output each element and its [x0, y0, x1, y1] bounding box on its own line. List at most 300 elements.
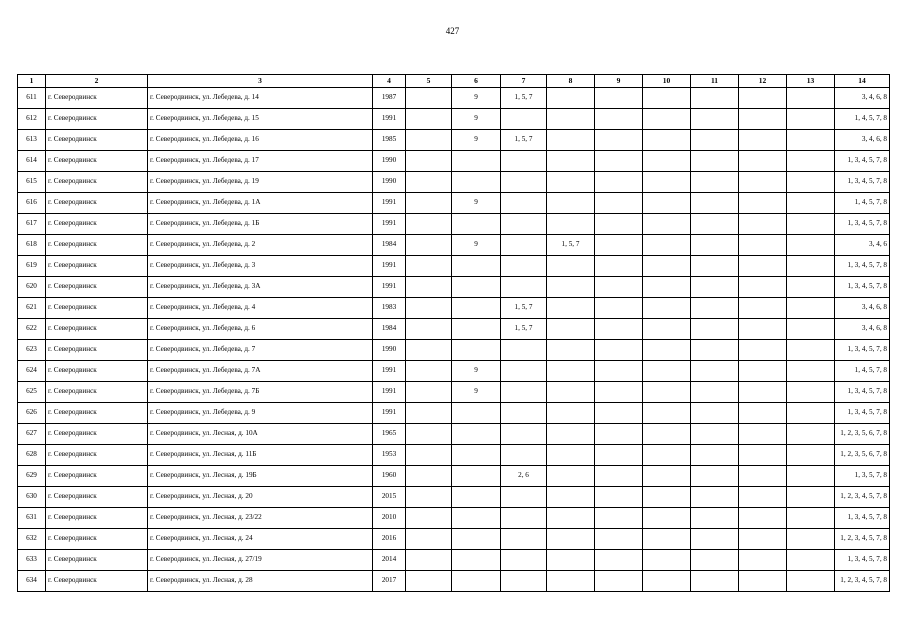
table-cell-col-10: [643, 424, 691, 445]
table-cell-col-9: [595, 151, 643, 172]
table-row: [18, 382, 890, 403]
table-cell-col-9: [595, 214, 643, 235]
table-cell-col-9: [595, 403, 643, 424]
table-cell-col-8: [547, 508, 595, 529]
table-cell-col-11: [691, 487, 739, 508]
table-cell-col-12: [739, 550, 787, 571]
table-cell-col-14: 1, 2, 3, 4, 5, 7, 8: [835, 571, 890, 592]
table-cell-col-3: г. Северодвинск, ул. Лебедева, д. 1Б: [148, 214, 373, 235]
table-cell-col-11: [691, 571, 739, 592]
table-cell-col-13: [787, 172, 835, 193]
table-cell-col-3: г. Северодвинск, ул. Лебедева, д. 3А: [148, 277, 373, 298]
table-cell-col-12: [739, 382, 787, 403]
table-cell-col-4: 1991: [373, 193, 406, 214]
table-cell-col-11: [691, 508, 739, 529]
table-cell-col-11: [691, 235, 739, 256]
table-cell-col-5: [406, 424, 452, 445]
table-cell-col-10: [643, 466, 691, 487]
table-cell-col-7: [501, 571, 547, 592]
column-header-8: 8: [547, 75, 595, 88]
table-cell-col-4: 2010: [373, 508, 406, 529]
table-cell-col-5: [406, 172, 452, 193]
table-cell-col-3: г. Северодвинск, ул. Лесная, д. 11Б: [148, 445, 373, 466]
table-cell-col-1: 624: [18, 361, 46, 382]
table-cell-col-4: 1990: [373, 151, 406, 172]
table-cell-col-9: [595, 88, 643, 109]
table-body: [18, 88, 890, 592]
table-cell-col-9: [595, 277, 643, 298]
table-row: [18, 298, 890, 319]
table-cell-col-10: [643, 193, 691, 214]
table-cell-col-10: [643, 340, 691, 361]
table-cell-col-5: [406, 571, 452, 592]
table-cell-col-8: [547, 130, 595, 151]
table-cell-col-6: [452, 508, 501, 529]
table-cell-col-13: [787, 130, 835, 151]
table-cell-col-5: [406, 466, 452, 487]
table-row: [18, 172, 890, 193]
table-cell-col-4: 1965: [373, 424, 406, 445]
table-cell-col-10: [643, 529, 691, 550]
table-cell-col-11: [691, 298, 739, 319]
table-cell-col-1: 622: [18, 319, 46, 340]
table-cell-col-5: [406, 382, 452, 403]
table-row: [18, 466, 890, 487]
table-cell-col-10: [643, 319, 691, 340]
table-cell-col-7: [501, 382, 547, 403]
table-cell-col-1: 626: [18, 403, 46, 424]
table-cell-col-4: 2016: [373, 529, 406, 550]
table-cell-col-2: г. Северодвинск: [46, 151, 148, 172]
table-cell-col-14: 1, 3, 4, 5, 7, 8: [835, 340, 890, 361]
table-cell-col-3: г. Северодвинск, ул. Лебедева, д. 9: [148, 403, 373, 424]
table-cell-col-2: г. Северодвинск: [46, 130, 148, 151]
table-cell-col-1: 613: [18, 130, 46, 151]
table-cell-col-7: 1, 5, 7: [501, 88, 547, 109]
table-cell-col-1: 623: [18, 340, 46, 361]
table-cell-col-10: [643, 550, 691, 571]
table-row: [18, 508, 890, 529]
table-row: [18, 403, 890, 424]
table-cell-col-7: [501, 361, 547, 382]
table-cell-col-8: [547, 340, 595, 361]
table-cell-col-13: [787, 424, 835, 445]
table-cell-col-13: [787, 88, 835, 109]
table-cell-col-12: [739, 529, 787, 550]
table-cell-col-12: [739, 88, 787, 109]
table-cell-col-5: [406, 109, 452, 130]
table-cell-col-3: г. Северодвинск, ул. Лебедева, д. 1А: [148, 193, 373, 214]
table-cell-col-2: г. Северодвинск: [46, 445, 148, 466]
table-cell-col-10: [643, 403, 691, 424]
table-cell-col-8: [547, 382, 595, 403]
table-cell-col-2: г. Северодвинск: [46, 529, 148, 550]
table-cell-col-7: [501, 109, 547, 130]
table-cell-col-13: [787, 466, 835, 487]
table-cell-col-9: [595, 571, 643, 592]
housing-register-table: [17, 74, 890, 592]
table-cell-col-2: г. Северодвинск: [46, 172, 148, 193]
table-cell-col-14: 3, 4, 6, 8: [835, 298, 890, 319]
table-cell-col-3: г. Северодвинск, ул. Лесная, д. 10А: [148, 424, 373, 445]
table-cell-col-8: [547, 151, 595, 172]
table-cell-col-14: 3, 4, 6, 8: [835, 319, 890, 340]
table-row: [18, 235, 890, 256]
table-cell-col-12: [739, 235, 787, 256]
table-cell-col-8: [547, 424, 595, 445]
column-header-13: 13: [787, 75, 835, 88]
table-cell-col-9: [595, 424, 643, 445]
table-cell-col-13: [787, 403, 835, 424]
table-cell-col-10: [643, 151, 691, 172]
table-cell-col-4: 1983: [373, 298, 406, 319]
table-cell-col-6: [452, 277, 501, 298]
table-cell-col-3: г. Северодвинск, ул. Лесная, д. 20: [148, 487, 373, 508]
table-cell-col-8: [547, 172, 595, 193]
table-cell-col-6: [452, 298, 501, 319]
table-cell-col-1: 617: [18, 214, 46, 235]
table-row: [18, 445, 890, 466]
table-cell-col-14: 1, 4, 5, 7, 8: [835, 109, 890, 130]
table-cell-col-3: г. Северодвинск, ул. Лебедева, д. 16: [148, 130, 373, 151]
table-cell-col-6: 9: [452, 235, 501, 256]
table-cell-col-7: [501, 172, 547, 193]
table-cell-col-6: [452, 214, 501, 235]
table-cell-col-6: 9: [452, 109, 501, 130]
table-row: [18, 151, 890, 172]
table-cell-col-13: [787, 277, 835, 298]
table-row: [18, 277, 890, 298]
table-cell-col-11: [691, 172, 739, 193]
table-cell-col-5: [406, 550, 452, 571]
table-cell-col-1: 628: [18, 445, 46, 466]
table-cell-col-14: 1, 2, 3, 5, 6, 7, 8: [835, 445, 890, 466]
table-cell-col-3: г. Северодвинск, ул. Лебедева, д. 7: [148, 340, 373, 361]
table-row: [18, 424, 890, 445]
table-cell-col-8: 1, 5, 7: [547, 235, 595, 256]
table-cell-col-7: [501, 403, 547, 424]
table-cell-col-2: г. Северодвинск: [46, 235, 148, 256]
table-cell-col-5: [406, 235, 452, 256]
table-cell-col-2: г. Северодвинск: [46, 466, 148, 487]
table-cell-col-4: 2015: [373, 487, 406, 508]
table-cell-col-1: 618: [18, 235, 46, 256]
table-cell-col-4: 1991: [373, 109, 406, 130]
table-cell-col-13: [787, 571, 835, 592]
table-cell-col-3: г. Северодвинск, ул. Лесная, д. 28: [148, 571, 373, 592]
table-cell-col-13: [787, 550, 835, 571]
table-cell-col-6: 9: [452, 88, 501, 109]
table-cell-col-1: 620: [18, 277, 46, 298]
table-cell-col-6: [452, 487, 501, 508]
table-cell-col-2: г. Северодвинск: [46, 487, 148, 508]
table-cell-col-2: г. Северодвинск: [46, 403, 148, 424]
table-cell-col-2: г. Северодвинск: [46, 382, 148, 403]
table-cell-col-13: [787, 382, 835, 403]
table-cell-col-6: [452, 172, 501, 193]
table-cell-col-3: г. Северодвинск, ул. Лебедева, д. 4: [148, 298, 373, 319]
table-cell-col-13: [787, 214, 835, 235]
table-cell-col-12: [739, 298, 787, 319]
table-cell-col-10: [643, 571, 691, 592]
table-cell-col-8: [547, 256, 595, 277]
table-cell-col-9: [595, 130, 643, 151]
table-cell-col-8: [547, 193, 595, 214]
table-cell-col-12: [739, 130, 787, 151]
table-cell-col-11: [691, 214, 739, 235]
table-cell-col-5: [406, 277, 452, 298]
table-cell-col-11: [691, 340, 739, 361]
table-row: [18, 88, 890, 109]
table-cell-col-5: [406, 508, 452, 529]
column-header-11: 11: [691, 75, 739, 88]
table-cell-col-14: 1, 3, 5, 7, 8: [835, 466, 890, 487]
table-cell-col-14: 1, 2, 3, 5, 6, 7, 8: [835, 424, 890, 445]
table-cell-col-4: 1990: [373, 340, 406, 361]
table-cell-col-13: [787, 445, 835, 466]
table-cell-col-10: [643, 130, 691, 151]
table-cell-col-9: [595, 340, 643, 361]
table-cell-col-14: 1, 3, 4, 5, 7, 8: [835, 214, 890, 235]
column-header-5: 5: [406, 75, 452, 88]
table-cell-col-4: 1960: [373, 466, 406, 487]
column-header-2: 2: [46, 75, 148, 88]
table-cell-col-3: г. Северодвинск, ул. Лесная, д. 23/22: [148, 508, 373, 529]
table-cell-col-8: [547, 319, 595, 340]
table-cell-col-12: [739, 277, 787, 298]
table-cell-col-9: [595, 193, 643, 214]
table-cell-col-8: [547, 88, 595, 109]
table-cell-col-1: 611: [18, 88, 46, 109]
table-cell-col-9: [595, 172, 643, 193]
column-header-14: 14: [835, 75, 890, 88]
table-cell-col-4: 1991: [373, 382, 406, 403]
table-cell-col-11: [691, 529, 739, 550]
table-cell-col-9: [595, 298, 643, 319]
table-cell-col-8: [547, 403, 595, 424]
table-cell-col-14: 1, 3, 4, 5, 7, 8: [835, 403, 890, 424]
table-cell-col-4: 2017: [373, 571, 406, 592]
table-row: [18, 529, 890, 550]
table-cell-col-12: [739, 424, 787, 445]
table-cell-col-14: 1, 3, 4, 5, 7, 8: [835, 550, 890, 571]
table-cell-col-4: 1987: [373, 88, 406, 109]
column-header-9: 9: [595, 75, 643, 88]
table-cell-col-11: [691, 319, 739, 340]
table-cell-col-4: 1991: [373, 256, 406, 277]
table-cell-col-8: [547, 109, 595, 130]
table-cell-col-1: 631: [18, 508, 46, 529]
table-cell-col-13: [787, 508, 835, 529]
table-cell-col-10: [643, 214, 691, 235]
table-cell-col-5: [406, 445, 452, 466]
table-cell-col-5: [406, 88, 452, 109]
table-cell-col-12: [739, 214, 787, 235]
table-cell-col-4: 1953: [373, 445, 406, 466]
table-cell-col-11: [691, 424, 739, 445]
table-cell-col-11: [691, 361, 739, 382]
table-cell-col-1: 629: [18, 466, 46, 487]
table-cell-col-6: [452, 403, 501, 424]
table-cell-col-4: 1991: [373, 214, 406, 235]
table-cell-col-1: 625: [18, 382, 46, 403]
table-row: [18, 256, 890, 277]
table-cell-col-1: 621: [18, 298, 46, 319]
table-cell-col-9: [595, 466, 643, 487]
header-row: [18, 75, 890, 88]
table-cell-col-6: 9: [452, 130, 501, 151]
table-cell-col-1: 633: [18, 550, 46, 571]
table-cell-col-6: [452, 571, 501, 592]
table-cell-col-3: г. Северодвинск, ул. Лесная, д. 19Б: [148, 466, 373, 487]
table-cell-col-4: 1984: [373, 235, 406, 256]
table-cell-col-11: [691, 256, 739, 277]
table-cell-col-11: [691, 193, 739, 214]
table-row: [18, 109, 890, 130]
table-cell-col-10: [643, 298, 691, 319]
table-cell-col-2: г. Северодвинск: [46, 193, 148, 214]
column-header-7: 7: [501, 75, 547, 88]
table-cell-col-7: [501, 193, 547, 214]
table-cell-col-7: [501, 151, 547, 172]
table-cell-col-14: 1, 2, 3, 4, 5, 7, 8: [835, 487, 890, 508]
table-cell-col-9: [595, 529, 643, 550]
table-cell-col-1: 632: [18, 529, 46, 550]
table-cell-col-9: [595, 361, 643, 382]
column-header-4: 4: [373, 75, 406, 88]
table-cell-col-12: [739, 256, 787, 277]
table-cell-col-13: [787, 298, 835, 319]
table-row: [18, 130, 890, 151]
table-cell-col-9: [595, 487, 643, 508]
table-cell-col-3: г. Северодвинск, ул. Лебедева, д. 17: [148, 151, 373, 172]
table-cell-col-10: [643, 445, 691, 466]
table-cell-col-4: 1990: [373, 172, 406, 193]
table-cell-col-6: 9: [452, 193, 501, 214]
table-cell-col-10: [643, 361, 691, 382]
table-cell-col-11: [691, 130, 739, 151]
table-cell-col-3: г. Северодвинск, ул. Лебедева, д. 7А: [148, 361, 373, 382]
table-cell-col-3: г. Северодвинск, ул. Лебедева, д. 6: [148, 319, 373, 340]
table-cell-col-12: [739, 361, 787, 382]
table-cell-col-6: [452, 151, 501, 172]
table-cell-col-1: 616: [18, 193, 46, 214]
table-cell-col-13: [787, 319, 835, 340]
table-row: [18, 319, 890, 340]
table-cell-col-10: [643, 508, 691, 529]
table-cell-col-6: [452, 319, 501, 340]
table-cell-col-10: [643, 88, 691, 109]
table-cell-col-11: [691, 151, 739, 172]
table-cell-col-7: [501, 214, 547, 235]
table-cell-col-8: [547, 361, 595, 382]
table-cell-col-9: [595, 319, 643, 340]
table-cell-col-9: [595, 445, 643, 466]
table-cell-col-10: [643, 487, 691, 508]
table-cell-col-2: г. Северодвинск: [46, 508, 148, 529]
table-cell-col-11: [691, 445, 739, 466]
table-cell-col-2: г. Северодвинск: [46, 424, 148, 445]
column-header-6: 6: [452, 75, 501, 88]
table-cell-col-12: [739, 151, 787, 172]
table-cell-col-7: 2, 6: [501, 466, 547, 487]
table-cell-col-13: [787, 193, 835, 214]
table-cell-col-2: г. Северодвинск: [46, 571, 148, 592]
table-cell-col-6: [452, 256, 501, 277]
table-cell-col-13: [787, 109, 835, 130]
table-cell-col-2: г. Северодвинск: [46, 361, 148, 382]
table-cell-col-10: [643, 109, 691, 130]
table-cell-col-9: [595, 109, 643, 130]
table-cell-col-14: 1, 4, 5, 7, 8: [835, 193, 890, 214]
table-cell-col-10: [643, 277, 691, 298]
table-cell-col-8: [547, 214, 595, 235]
table-cell-col-9: [595, 256, 643, 277]
table-cell-col-5: [406, 214, 452, 235]
table-cell-col-5: [406, 298, 452, 319]
table-cell-col-8: [547, 277, 595, 298]
table-cell-col-10: [643, 382, 691, 403]
table-cell-col-12: [739, 403, 787, 424]
table-cell-col-11: [691, 277, 739, 298]
table-cell-col-6: [452, 445, 501, 466]
table-cell-col-14: 1, 3, 4, 5, 7, 8: [835, 277, 890, 298]
table-cell-col-12: [739, 508, 787, 529]
table-cell-col-13: [787, 487, 835, 508]
page-number: 427: [445, 26, 460, 36]
table-row: [18, 214, 890, 235]
table-cell-col-13: [787, 361, 835, 382]
table-cell-col-2: г. Северодвинск: [46, 550, 148, 571]
table-cell-col-12: [739, 466, 787, 487]
table-cell-col-10: [643, 235, 691, 256]
table-cell-col-14: 3, 4, 6: [835, 235, 890, 256]
table-cell-col-13: [787, 529, 835, 550]
table-cell-col-9: [595, 382, 643, 403]
table-cell-col-10: [643, 172, 691, 193]
table-cell-col-7: [501, 424, 547, 445]
table-cell-col-12: [739, 487, 787, 508]
table-cell-col-6: [452, 340, 501, 361]
table-cell-col-4: 1991: [373, 403, 406, 424]
table-cell-col-11: [691, 403, 739, 424]
table-cell-col-5: [406, 256, 452, 277]
table-cell-col-11: [691, 109, 739, 130]
table-cell-col-1: 627: [18, 424, 46, 445]
table-cell-col-14: 3, 4, 6, 8: [835, 88, 890, 109]
table-row: [18, 361, 890, 382]
table-cell-col-10: [643, 256, 691, 277]
table-cell-col-9: [595, 508, 643, 529]
table-cell-col-3: г. Северодвинск, ул. Лебедева, д. 19: [148, 172, 373, 193]
table-cell-col-7: [501, 508, 547, 529]
table-cell-col-12: [739, 319, 787, 340]
table-cell-col-8: [547, 298, 595, 319]
table-row: [18, 571, 890, 592]
table-cell-col-14: 1, 3, 4, 5, 7, 8: [835, 382, 890, 403]
table-cell-col-7: [501, 445, 547, 466]
table-cell-col-2: г. Северодвинск: [46, 277, 148, 298]
table-cell-col-8: [547, 529, 595, 550]
table-cell-col-7: [501, 256, 547, 277]
table-cell-col-4: 1984: [373, 319, 406, 340]
table-cell-col-4: 1985: [373, 130, 406, 151]
table-cell-col-2: г. Северодвинск: [46, 109, 148, 130]
table-cell-col-1: 615: [18, 172, 46, 193]
table-cell-col-7: [501, 487, 547, 508]
table-cell-col-3: г. Северодвинск, ул. Лебедева, д. 7Б: [148, 382, 373, 403]
table-cell-col-2: г. Северодвинск: [46, 214, 148, 235]
